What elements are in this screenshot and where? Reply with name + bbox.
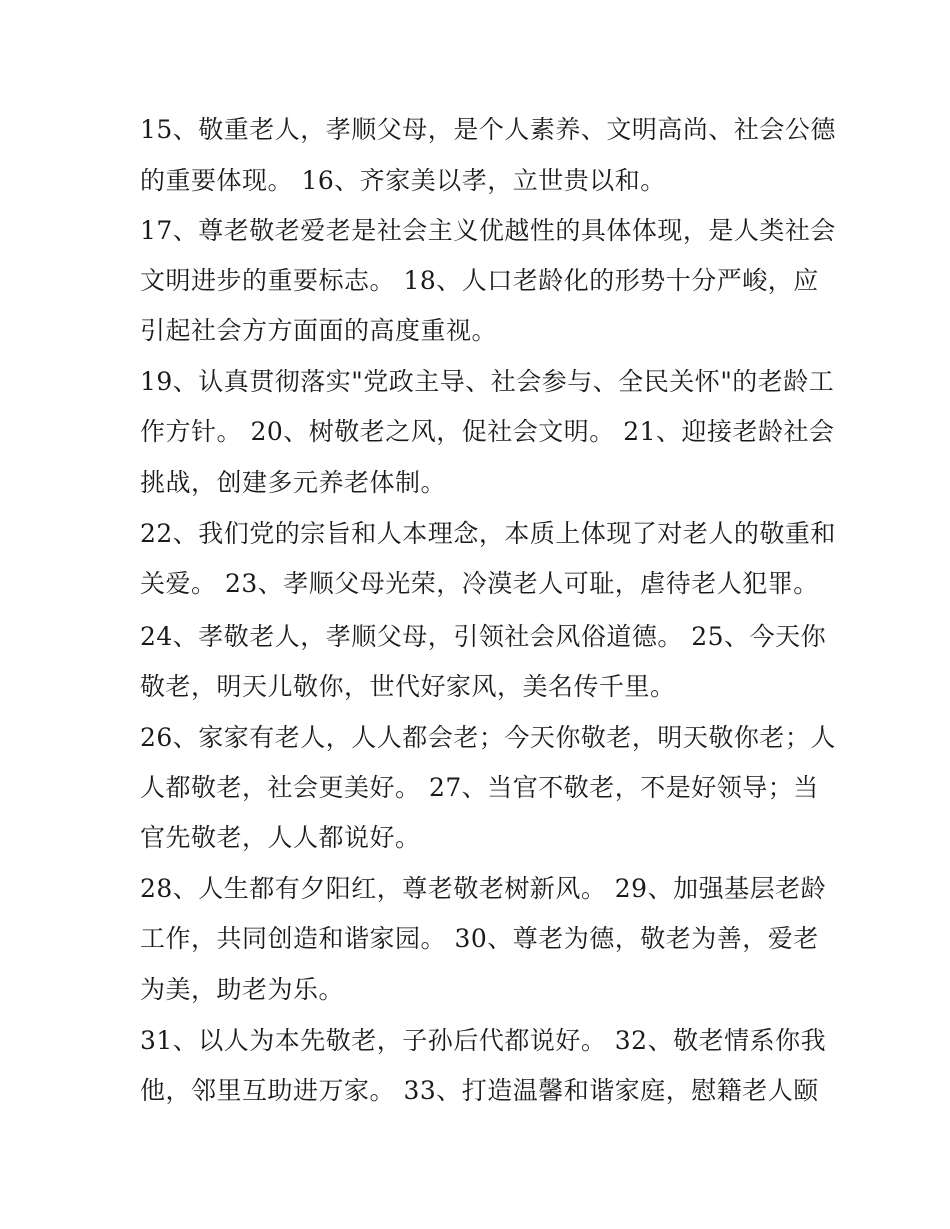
text-line: 敬老，明天儿敬你，世代好家风，美名传千里。: [140, 672, 676, 701]
text-line: 工作，共同创造和谐家园。 30、尊老为德，敬老为善，爱老: [140, 924, 819, 953]
text-line: 为美，助老为乐。: [140, 975, 345, 1004]
text-line: 17、尊老敬老爱老是社会主义优越性的具体体现，是人类社会: [140, 216, 836, 245]
text-line: 15、敬重老人，孝顺父母，是个人素养、文明高尚、社会公德: [140, 115, 836, 144]
text-line: 人都敬老，社会更美好。 27、当官不敬老，不是好领导；当: [140, 773, 819, 802]
text-line: 24、孝敬老人，孝顺父母，引领社会风俗道德。 25、今天你: [140, 622, 827, 651]
text-line: 他，邻里互助进万家。 33、打造温馨和谐家庭，慰籍老人颐: [140, 1076, 819, 1105]
text-line: 官先敬老，人人都说好。: [140, 823, 421, 852]
text-line: 28、人生都有夕阳红，尊老敬老树新风。 29、加强基层老龄: [140, 874, 827, 903]
text-line: 挑战，创建多元养老体制。: [140, 468, 447, 497]
text-line: 的重要体现。 16、齐家美以孝，立世贵以和。: [140, 166, 666, 195]
text-line: 关爱。 23、孝顺父母光荣，冷漠老人可耻，虐待老人犯罪。: [140, 569, 819, 598]
text-line: 19、认真贯彻落实"党政主导、社会参与、全民关怀"的老龄工: [140, 367, 835, 396]
text-line: 26、家家有老人，人人都会老；今天你敬老，明天敬你老；人: [140, 723, 836, 752]
text-line: 作方针。 20、树敬老之风，促社会文明。 21、迎接老龄社会: [140, 417, 835, 446]
text-line: 文明进步的重要标志。 18、人口老龄化的形势十分严峻，应: [140, 266, 819, 295]
text-line: 引起社会方方面面的高度重视。: [140, 316, 498, 345]
text-line: 22、我们党的宗旨和人本理念，本质上体现了对老人的敬重和: [140, 519, 836, 548]
text-line: 31、以人为本先敬老，子孙后代都说好。 32、敬老情系你我: [140, 1026, 827, 1055]
